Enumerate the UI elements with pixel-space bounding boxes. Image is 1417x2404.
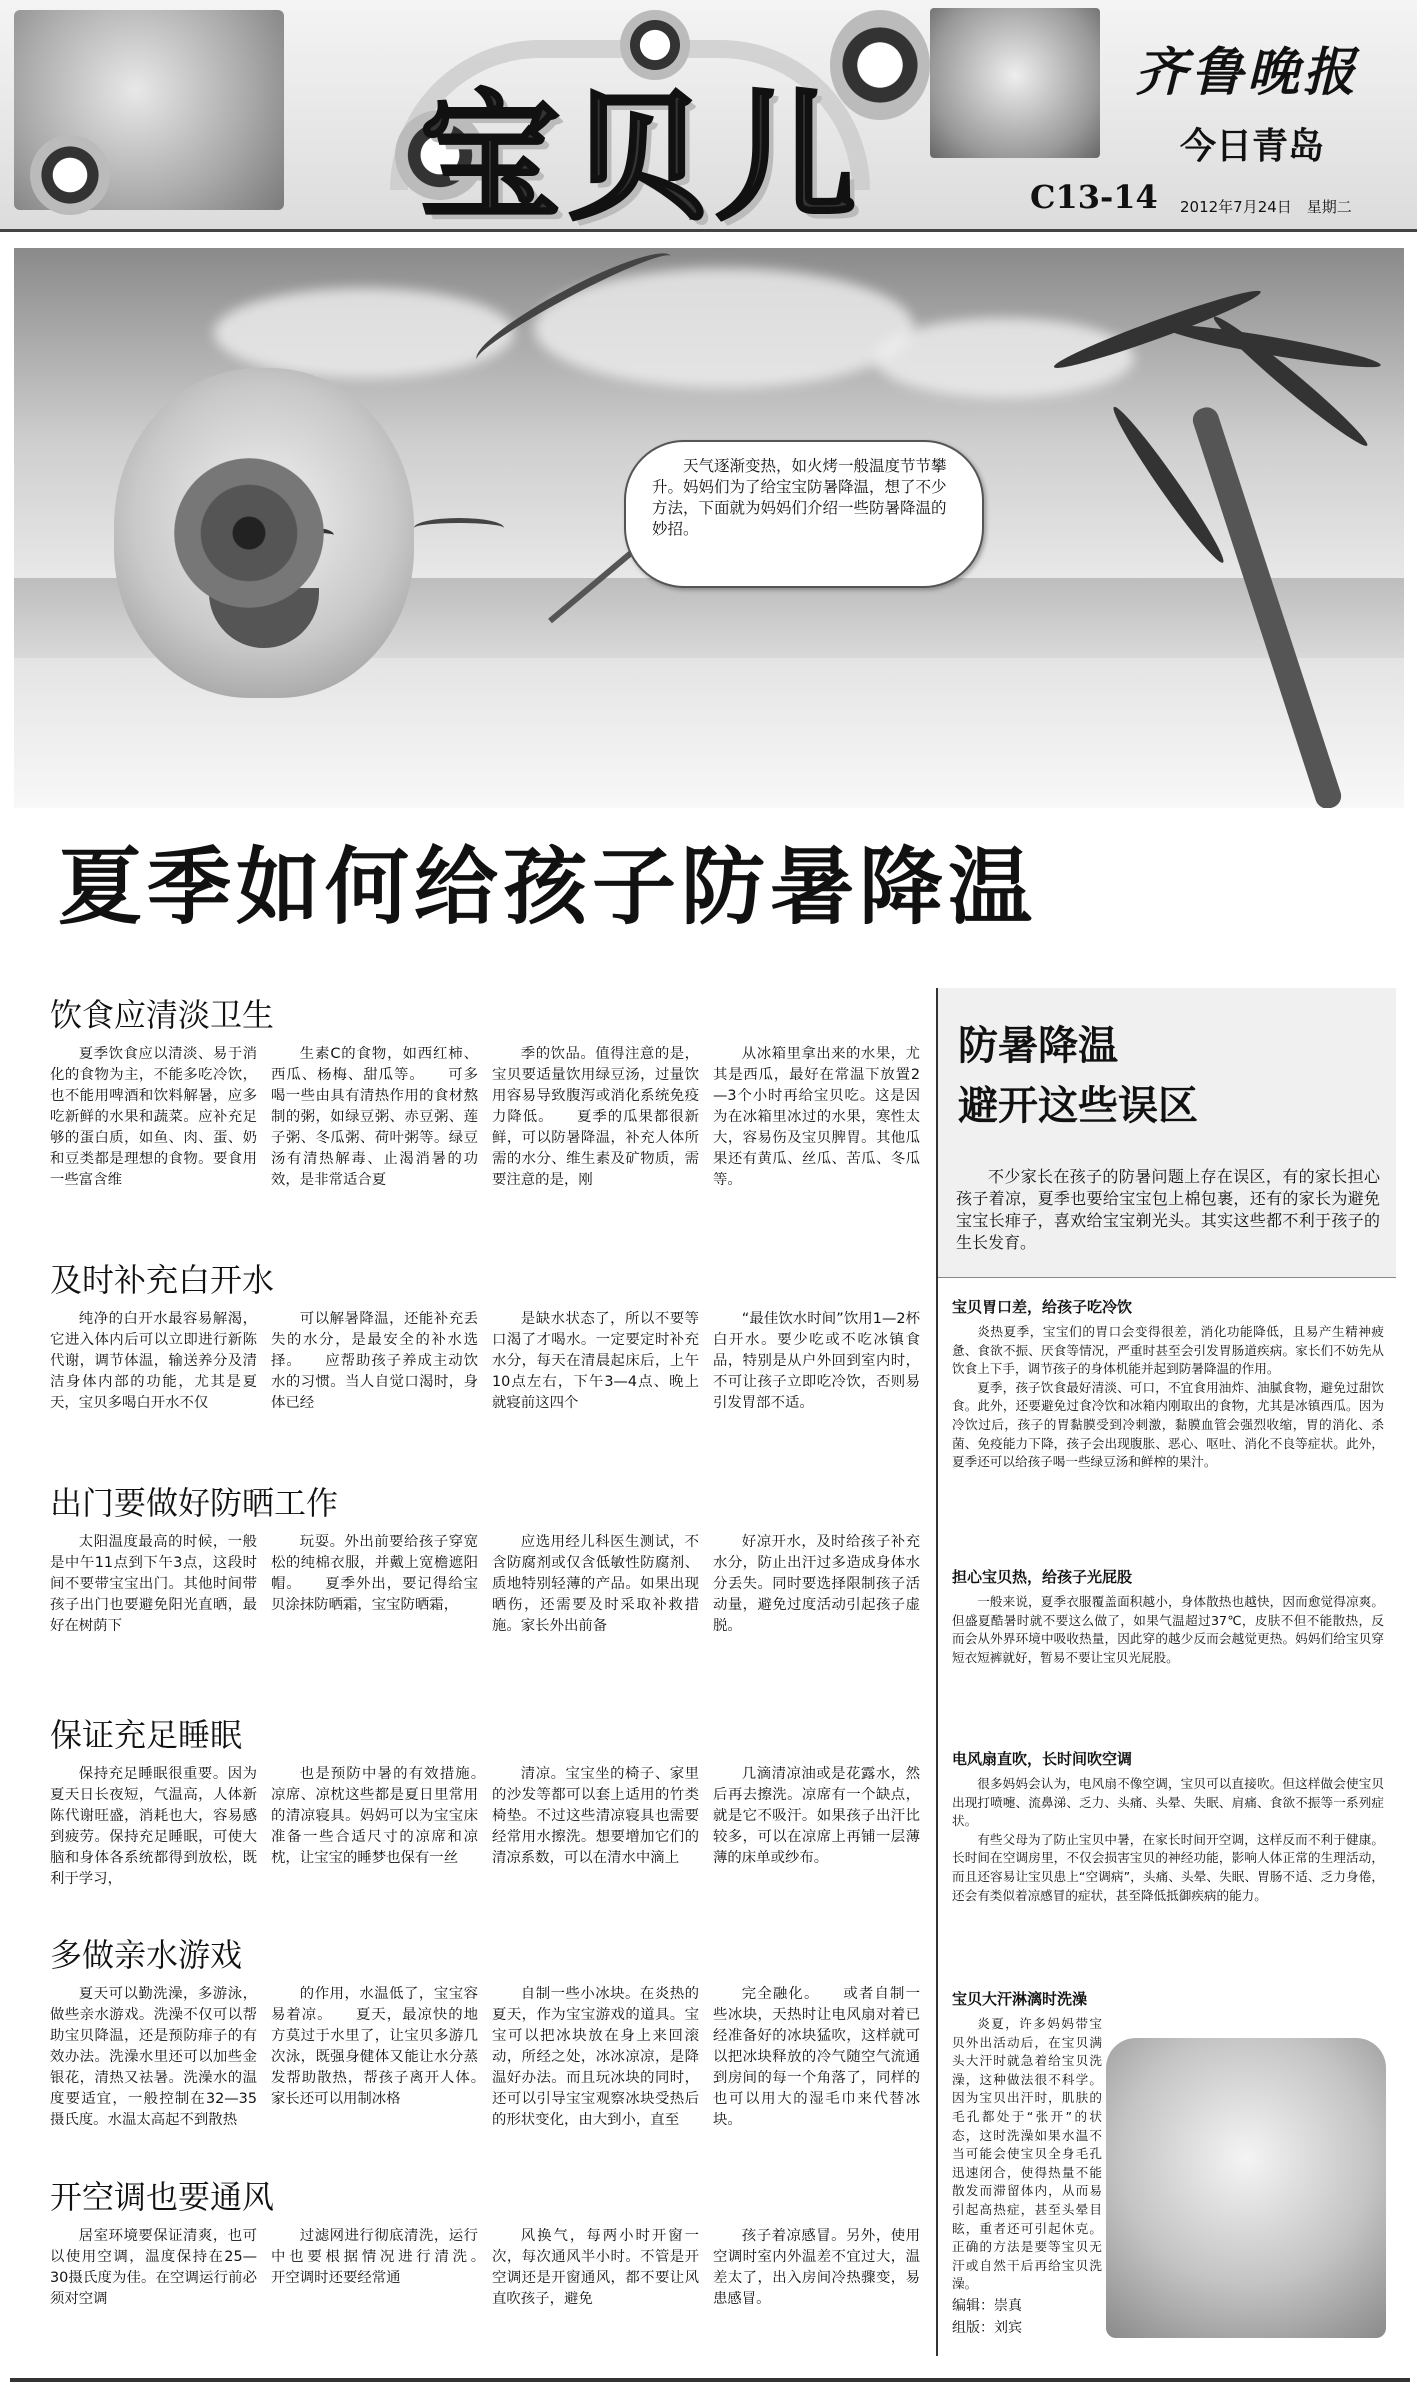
sidebar-title-line2: 避开这些误区	[958, 1083, 1198, 1129]
article-sleep	[50, 1710, 920, 1889]
article-column: 好凉开水，及时给孩子补充水分，防止出汗过多造成身体水分丢失。同时要选择限制孩子活动量，避免过度活动引起孩子虚脱。	[713, 1534, 920, 1634]
sidebar-section-title: 电风扇直吹，长时间吹空调	[952, 1750, 1133, 1768]
article-column: 是缺水状态了，所以不要等口渴了才喝水。一定要定时补充水分，每天在清晨起床后，上午10点左右，下午3—4点、晚上就寝前这四个	[492, 1311, 699, 1411]
article-column: 保持充足睡眠很重要。因为夏天日长夜短，气温高，人体新陈代谢旺盛，消耗也大，容易感到疲劳。保持充足睡眠，可使大脑和身体各系统都得到放松，既利于学习，	[50, 1766, 257, 1887]
article-column: 生素C的食物，如西红柿、西瓜、杨梅、甜瓜等。 可多喝一些由具有清热作用的食材熬制的粥，如绿豆粥、赤豆粥、莲子粥、冬瓜粥、荷叶粥等。绿豆汤有清热解毒、止渴消暑的功效，是非常适合夏	[271, 1046, 478, 1188]
sidebar-title	[958, 1016, 1198, 1136]
hibiscus-flower	[174, 458, 324, 608]
article-column: 的作用，水温低了，宝宝容易着凉。 夏天，最凉快的地方莫过于水里了，让宝贝多游几次泳，既强身健体又能让水分蒸发帮助散热，帮孩子离开人体。 家长还可以用制冰格	[271, 1986, 478, 2107]
sidebar-section-fan	[952, 1748, 1384, 1905]
article-water	[50, 1255, 920, 1439]
section-title: 宝贝儿	[420, 77, 865, 240]
article-column: 从冰箱里拿出来的水果，尤其是西瓜，最好在常温下放置2—3个小时再给宝贝吃。这是因为在冰箱里冰过的水果，寒性太大，容易伤及宝贝脾胃。其他瓜果还有黄瓜、丝瓜、苦瓜、冬瓜等。	[713, 1046, 920, 1188]
intro-text: 天气逐渐变热，如火烤一般温度节节攀升。妈妈们为了给宝宝防暑降温，想了不少方法，下面就为妈妈们介绍一些防暑降温的妙招。	[652, 457, 947, 538]
sidebar-section-title: 担心宝贝热，给孩子光屁股	[952, 1568, 1133, 1586]
sidebar-paragraph: 有些父母为了防止宝贝中暑，在家长时间开空调，这样反而不利于健康。长时间在空调房里，不仅会损害宝贝的神经功能，影响人体正常的生理活动，而且还容易让宝贝患上“空调病”，头痛、头晕、失眠、胃肠不适、乏力身倦，还会有类似着凉感冒的症状，甚至降低抵御疾病的能力。	[952, 1831, 1384, 1903]
paper-sub: 今日青岛	[1180, 125, 1325, 167]
sidebar-header	[938, 988, 1396, 1278]
article-diet	[50, 990, 920, 1209]
baby-photo-right	[930, 8, 1100, 158]
article-column: 夏季饮食应以清淡、易于消化的食物为主，不能多吃冷饮，也不能用啤酒和饮料解暑，应多吃新鲜的水果和蔬菜。应补充足够的蛋白质，如鱼、肉、蛋、奶和豆类都是理想的食物。要食用一些富含维	[50, 1046, 257, 1188]
credits	[952, 2295, 1022, 2339]
article-column: 几滴清凉油或是花露水，然后再去擦洗。凉席有一个缺点，就是它不吸汗。如果孩子出汗比较多，可以在凉席上再铺一层薄薄的床单或纱布。	[713, 1766, 920, 1866]
article-water-games	[50, 1930, 920, 2134]
sidebar-paragraph: 炎夏，许多妈妈带宝贝外出活动后，在宝贝满头大汗时就急着给宝贝洗澡，这种做法很不科学。因为宝贝出汗时，肌肤的毛孔都处于“张开”的状态，这时洗澡如果水温不当可能会使宝贝全身毛孔迅速闭合，使得热量不能散发而滞留体内，从而易引起高热症，甚至头晕目眩，重者还可引起休克。正确的方法是要等宝贝无汗或自然干后再给宝贝洗澡。	[952, 2016, 1102, 2292]
cartoon-smurf-car-icon	[30, 135, 110, 215]
masthead	[0, 0, 1417, 240]
sidebar-misconceptions	[936, 988, 1396, 2356]
article-column: “最佳饮水时间”饮用1—2杯白开水。要少吃或不吃冰镇食品，特别是从户外回到室内时，不可让孩子立即吃冷饮，否则易引发胃部不适。	[713, 1311, 920, 1411]
article-column: 过滤网进行彻底清洗，运行中也要根据情况进行清洗。 开空调时还要经常通	[271, 2228, 478, 2286]
palm-leaf	[1208, 310, 1373, 452]
sidebar-intro: 不少家长在孩子的防暑问题上存在误区，有的家长担心孩子着凉，夏季也要给宝宝包上棉包裹，还有的家长为避免宝宝长痱子，喜欢给宝宝剃光头。其实这些都不利于孩子的生长发育。	[956, 1167, 1380, 1252]
sidebar-paragraph: 很多妈妈会认为，电风扇不像空调，宝贝可以直接吹。但这样做会使宝贝出现打喷嚏、流鼻涕、乏力、头痛、头晕、失眠、肩痛、食欲不振等一系列症状。	[952, 1776, 1384, 1829]
hero-image	[14, 248, 1404, 808]
bottom-rule	[10, 2378, 1410, 2382]
article-column: 应选用经儿科医生测试，不含防腐剂或仅含低敏性防腐剂、质地特别轻薄的产品。如果出现晒伤，还需要及时采取补救措施。家长外出前备	[492, 1534, 699, 1634]
sidebar-section-title: 宝贝大汗淋漓时洗澡	[952, 1990, 1088, 2008]
article-column: 玩耍。外出前要给孩子穿宽松的纯棉衣服，并戴上宽檐遮阳帽。 夏季外出，要记得给宝贝涂抹防晒霜，宝宝防晒霜，	[271, 1534, 478, 1613]
article-column: 居室环境要保证清爽，也可以使用空调，温度保持在25—30摄氏度为佳。在空调运行前必须对空调	[50, 2228, 257, 2307]
article-column: 完全融化。 或者自制一些冰块，天热时让电风扇对着已经准备好的冰块猛吹，这样就可以把冰块释放的冷气随空气流通到房间的每一个角落了，同样的也可以用大的湿毛巾来代替冰块。	[713, 1986, 920, 2128]
intro-speech-bubble	[624, 440, 984, 588]
seagull-icon	[414, 518, 504, 538]
article-title: 开空调也要通风	[50, 2178, 275, 2216]
paper-name: 齐鲁晚报	[1135, 42, 1360, 103]
article-column: 季的饮品。值得注意的是，宝贝要适量饮用绿豆汤，过量饮用容易导致腹泻或消化系统免疫力降低。 夏季的瓜果都很新鲜，可以防暑降温，补充人体所需的水分、维生素及矿物质，需要注意的是，刚	[492, 1046, 699, 1188]
article-column: 也是预防中暑的有效措施。 凉席、凉枕这些都是夏日里常用的清凉寝具。妈妈可以为宝宝床准备一些合适尺寸的凉席和凉枕，让宝宝的睡梦也保有一丝	[271, 1766, 478, 1866]
crawling-baby-photo	[1106, 2038, 1386, 2338]
article-column: 清凉。宝宝坐的椅子、家里的沙发等都可以套上适用的竹类椅垫。不过这些清凉寝具也需要经常用水擦洗。想要增加它们的清凉系数，可以在清水中滴上	[492, 1766, 699, 1866]
article-title: 及时补充白开水	[50, 1261, 275, 1299]
article-column: 风换气，每两小时开窗一次，每次通风半小时。不管是开空调还是开窗通风，都不要让风直吹孩子，避免	[492, 2228, 699, 2307]
cloud	[214, 288, 514, 378]
sidebar-section-title: 宝贝胃口差，给孩子吃冷饮	[952, 1298, 1133, 1316]
article-sunscreen	[50, 1478, 920, 1662]
page-number: C13-14	[1030, 178, 1158, 216]
editor-credit: 编辑：崇真	[952, 2298, 1022, 2314]
article-column: 太阳温度最高的时候，一般是中午11点到下午3点，这段时间不要带宝宝出门。其他时间带孩子出门也要避免阳光直晒，最好在树荫下	[50, 1534, 257, 1634]
article-air-conditioning	[50, 2172, 920, 2314]
sidebar-section-naked	[952, 1566, 1384, 1667]
main-headline: 夏季如何给孩子防暑降温	[58, 838, 1038, 936]
issue-date: 2012年7月24日 星期二	[1180, 198, 1352, 216]
article-title: 多做亲水游戏	[50, 1936, 243, 1974]
sidebar-section-cold-drinks	[952, 1296, 1384, 1472]
layout-credit: 组版：刘宾	[952, 2320, 1022, 2336]
article-column: 孩子着凉感冒。另外，使用空调时室内外温差不宜过大，温差太了，出入房间冷热骤变，易患感冒。	[713, 2228, 920, 2307]
article-column: 自制一些小冰块。在炎热的夏天，作为宝宝游戏的道具。宝宝可以把冰块放在身上来回滚动，所经之处，冰冰凉凉，是降温好办法。而且玩冰块的同时，还可以引导宝宝观察冰块受热后的形状变化，由大到小，直至	[492, 1986, 699, 2128]
article-column: 纯净的白开水最容易解渴，它进入体内后可以立即进行新陈代谢，调节体温，输送养分及清洁身体内部的功能，尤其是夏天，宝贝多喝白开水不仅	[50, 1311, 257, 1411]
article-column: 夏天可以勤洗澡，多游泳，做些亲水游戏。洗澡不仅可以帮助宝贝降温，还是预防痱子的有效办法。洗澡水里还可以加些金银花，清热又祛暑。洗澡水的温度要适宜，一般控制在32—35摄氏度。水温太高起不到散热	[50, 1986, 257, 2128]
sidebar-title-line1: 防暑降温	[958, 1023, 1118, 1069]
article-title: 保证充足睡眠	[50, 1716, 243, 1754]
sidebar-paragraph: 炎热夏季，宝宝们的胃口会变得很差，消化功能降低，且易产生精神疲惫、食欲不振、厌食等情况，严重时甚至会引发胃肠道疾病。家长们不妨先从饮食上下手，调节孩子的身体机能并起到防暑降温的作用。	[952, 1324, 1384, 1377]
sidebar-paragraph: 一般来说，夏季衣服覆盖面积越小，身体散热也越快，因而愈觉得凉爽。但盛夏酷暑时就不要这么做了，如果气温超过37℃，皮肤不但不能散热，反而会从外界环境中吸收热量，因此穿的越少反而会越觉更热。妈妈们给宝贝穿短衣短裤就好，暂易不要让宝贝光屁股。	[952, 1594, 1384, 1665]
article-title: 饮食应清淡卫生	[50, 996, 275, 1034]
sidebar-paragraph: 夏季，孩子饮食最好清淡、可口，不宜食用油炸、油腻食物，避免过甜饮食。此外，还要避免过食冷饮和冰箱内刚取出的食物，尤其是冰镇西瓜。因为冷饮过后，孩子的胃黏膜受到冷刺激，黏膜血管会强烈收缩，胃的消化、杀菌、免疫能力下降，孩子会出现腹胀、恶心、呕吐、消化不良等症状。此外，夏季还可以给孩子喝一些绿豆汤和鲜榨的果汁。	[952, 1379, 1384, 1470]
article-title: 出门要做好防晒工作	[50, 1484, 339, 1522]
article-column: 可以解暑降温，还能补充丢失的水分，是最安全的补水选择。 应帮助孩子养成主动饮水的习惯。当人自觉口渴时，身体已经	[271, 1311, 478, 1411]
